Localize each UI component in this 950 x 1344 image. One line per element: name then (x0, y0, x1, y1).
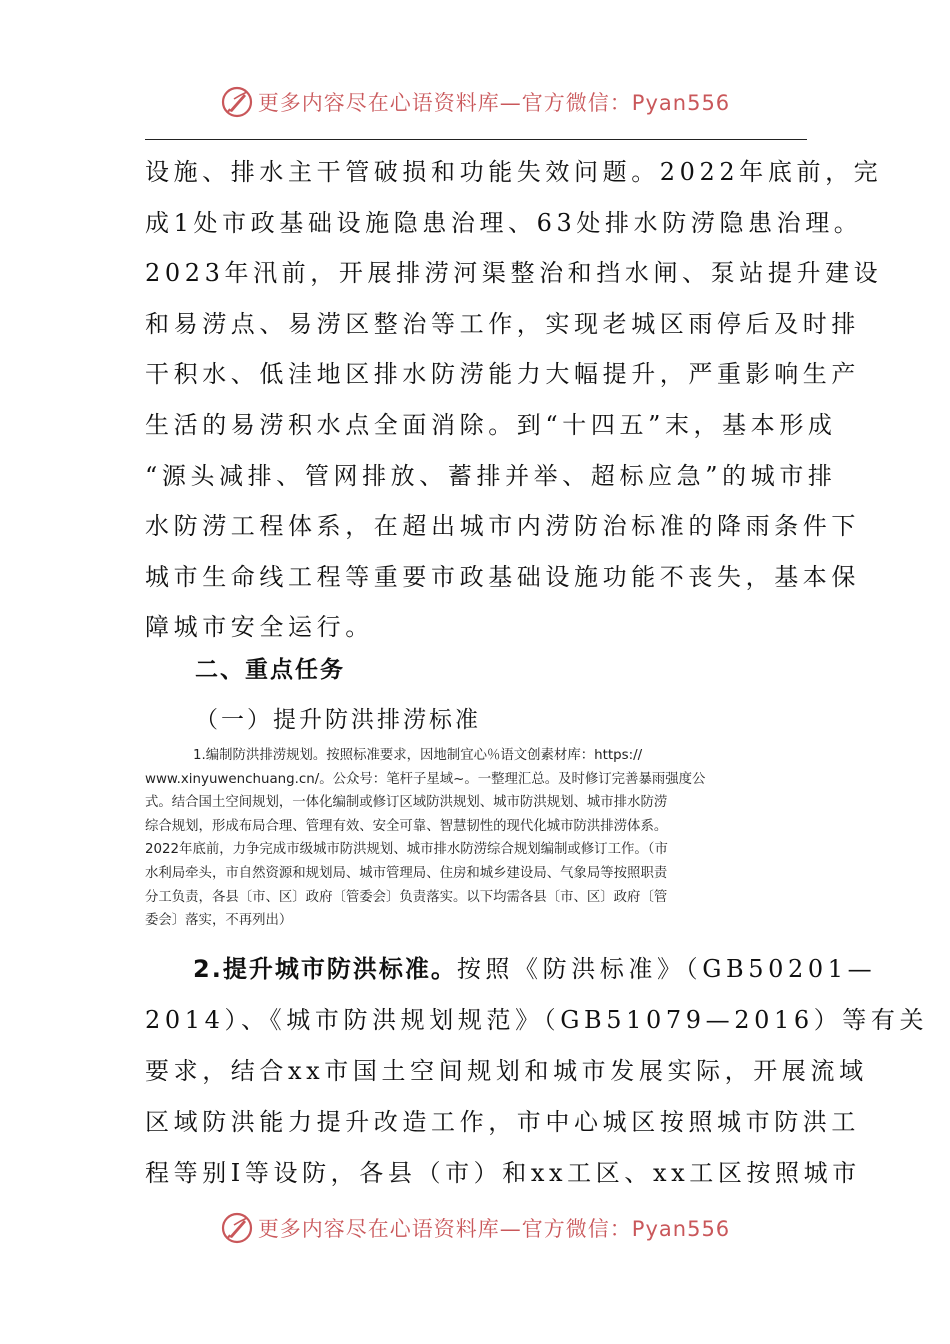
paragraph-line: 水防涝工程体系，在超出城市内涝防治标准的降雨条件下 (145, 512, 860, 541)
quill-pen-logo-icon (220, 1211, 254, 1245)
page-header (0, 80, 950, 124)
item-2-line: 要求，结合xx市国土空间规划和城市发展实际，开展流域 (145, 1057, 868, 1085)
paragraph-line: 障城市安全运行。 (145, 613, 374, 642)
paragraph-line: 设施、排水主干管破损和功能失效问题。2022年底前，完 (145, 158, 883, 186)
item-2-line: 2014）、《城市防洪规划规范》（GB51079—2016）等有关 (145, 1006, 929, 1034)
paragraph-line: 和易涝点、易涝区整治等工作，实现老城区雨停后及时排 (145, 309, 860, 338)
item-2-line: 程等别Ⅰ等设防，各县（市）和xx工区、xx工区按照城市 (145, 1159, 861, 1187)
item-1-line: 1.编制防洪排涝规划。按照标准要求，因地制宜心％语文创素材库：https:// (193, 748, 643, 763)
intro-paragraph (145, 147, 883, 653)
item-2-first-line-text: 按照《防洪标准》（GB50201— (456, 955, 877, 983)
section-heading: 二、重点任务 (195, 657, 345, 683)
item-1-line: 综合规划，形成布局合理、管理有效、安全可靠、智慧韧性的现代化城市防洪排涝体系。 (145, 818, 668, 834)
paragraph-line: 生活的易涝积水点全面消除。到“十四五”末，基本形成 (145, 410, 837, 439)
footer-banner-text: 更多内容尽在心语资料库—官方微信：Pyan556 (257, 1217, 731, 1241)
page-footer (0, 1206, 950, 1250)
paragraph-line: 成1处市政基础设施隐患治理、63处排水防涝隐患治理。 (145, 208, 863, 237)
item-2-lead: 2.提升城市防洪标准。 (193, 955, 457, 983)
item-1-line: 委会〕落实，不再列出） (145, 913, 293, 929)
item-1-line: 2022年底前，力争完成市级城市防洪规划、城市排水防涝综合规划编制或修订工作。（市 (145, 842, 668, 858)
paragraph-line: “源头减排、管网排放、蓄排并举、超标应急”的城市排 (145, 461, 837, 490)
item-1-line: 分工负责，各县〔市、区〕政府〔管委会〕负责落实。以下均需各县〔市、区〕政府〔管 (145, 889, 668, 905)
header-banner-text: 更多内容尽在心语资料库—官方微信：Pyan556 (257, 91, 731, 115)
item-1-line: 式。结合国土空间规划，一体化编制或修订区域防洪规划、城市防洪规划、城市排水防涝 (145, 795, 668, 811)
footer-banner (220, 1211, 730, 1245)
item-1-line: 水利局牵头，市自然资源和规划局、城市管理局、住房和城乡建设局、气象局等按照职责 (145, 865, 668, 881)
paragraph-line: 干积水、低洼地区排水防涝能力大幅提升，严重影响生产 (145, 360, 860, 389)
item-2-paragraph (145, 944, 929, 1199)
header-divider (145, 139, 807, 140)
quill-pen-logo-icon (220, 85, 254, 119)
paragraph-line: 2023年汛前，开展排涝河渠整治和挡水闸、泵站提升建设 (145, 259, 883, 288)
item-1-paragraph (145, 744, 807, 933)
paragraph-line: 城市生命线工程等重要市政基础设施功能不丧失，基本保 (145, 562, 860, 591)
subsection-heading: （一）提升防洪排涝标准 (195, 707, 481, 733)
item-1-line: www.xinyuwenchuang.cn/。公众号：笔杆子星域~。一整理汇总。及时修订完善暴雨强度公 (145, 771, 706, 787)
item-2-line: 区域防洪能力提升改造工作，市中心城区按照城市防洪工 (145, 1108, 860, 1136)
item-2-first-line (145, 944, 877, 995)
header-banner (220, 85, 730, 119)
